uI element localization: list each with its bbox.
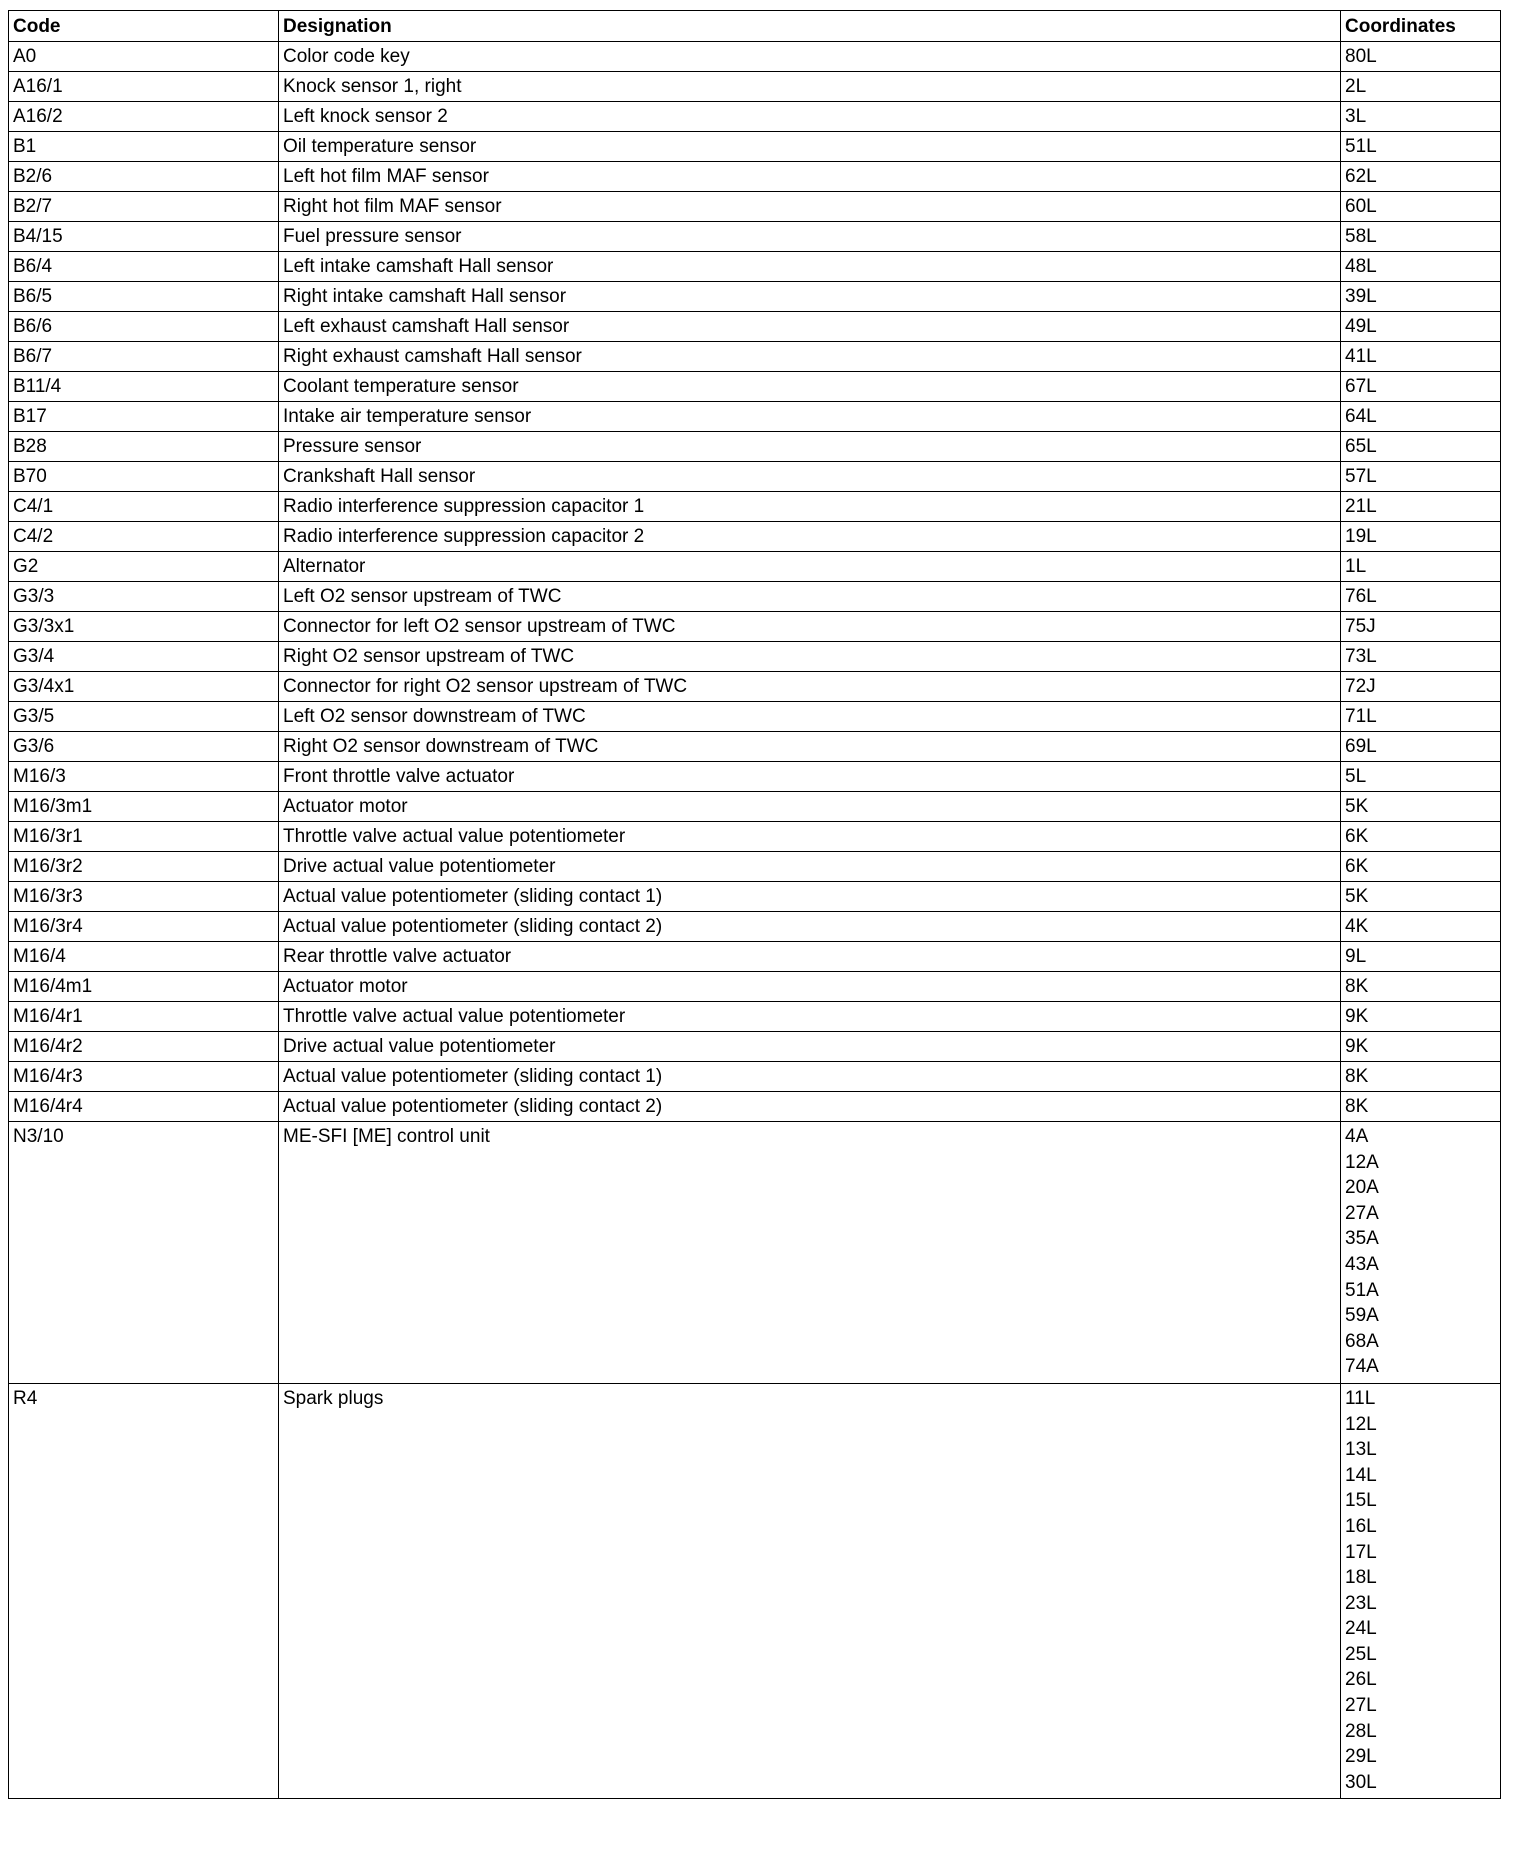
coordinates-cell xyxy=(1341,222,1501,252)
coordinate-value: 4K xyxy=(1345,916,1369,937)
coordinates-cell xyxy=(1341,462,1501,492)
code-cell: G3/4 xyxy=(9,642,279,672)
coordinate-value: 8K xyxy=(1345,976,1369,997)
designation-cell: Color code key xyxy=(279,42,1341,72)
coordinate-value: 1L xyxy=(1345,556,1367,577)
table-row xyxy=(9,402,1501,432)
coordinates-cell xyxy=(1341,972,1501,1002)
designation-cell: Left hot film MAF sensor xyxy=(279,162,1341,192)
table-row xyxy=(9,732,1501,762)
coordinates-cell xyxy=(1341,1092,1501,1122)
code-cell: M16/3r1 xyxy=(9,822,279,852)
table-row xyxy=(9,312,1501,342)
code-cell: M16/3r3 xyxy=(9,882,279,912)
coordinate-value: 75J xyxy=(1345,616,1376,637)
designation-cell: Actual value potentiometer (sliding contact 2) xyxy=(279,1092,1341,1122)
coordinate-value: 9K xyxy=(1345,1006,1369,1027)
coordinate-value: 8K xyxy=(1345,1096,1369,1117)
table-row xyxy=(9,192,1501,222)
table-row xyxy=(9,642,1501,672)
code-cell: B4/15 xyxy=(9,222,279,252)
code-cell: A16/2 xyxy=(9,102,279,132)
designation-cell: Rear throttle valve actuator xyxy=(279,942,1341,972)
designation-cell: Left O2 sensor upstream of TWC xyxy=(279,582,1341,612)
coordinate-value: 14L xyxy=(1345,1464,1377,1486)
coordinate-value: 21L xyxy=(1345,496,1377,517)
coordinate-value: 73L xyxy=(1345,646,1377,667)
table-row xyxy=(9,1122,1501,1384)
coordinate-value: 9K xyxy=(1345,1036,1369,1057)
table-row xyxy=(9,462,1501,492)
code-cell: B11/4 xyxy=(9,372,279,402)
coordinate-value: 48L xyxy=(1345,256,1377,277)
designation-cell: Actual value potentiometer (sliding contact 2) xyxy=(279,912,1341,942)
coordinate-value: 68A xyxy=(1345,1330,1379,1352)
code-cell: A0 xyxy=(9,42,279,72)
designation-cell: ME-SFI [ME] control unit xyxy=(279,1122,1341,1384)
coordinate-value: 30L xyxy=(1345,1771,1377,1793)
coordinates-cell xyxy=(1341,162,1501,192)
coordinate-value: 3L xyxy=(1345,106,1367,127)
coordinate-value: 72J xyxy=(1345,676,1376,697)
coordinate-value: 71L xyxy=(1345,706,1377,727)
table-row xyxy=(9,342,1501,372)
coordinates-cell xyxy=(1341,342,1501,372)
coordinate-value: 18L xyxy=(1345,1567,1377,1589)
code-cell: G3/3 xyxy=(9,582,279,612)
designation-cell: Actual value potentiometer (sliding contact 1) xyxy=(279,882,1341,912)
code-cell: M16/4r3 xyxy=(9,1062,279,1092)
table-row xyxy=(9,42,1501,72)
coordinates-cell xyxy=(1341,582,1501,612)
table-row xyxy=(9,792,1501,822)
code-cell: N3/10 xyxy=(9,1122,279,1384)
coordinates-cell xyxy=(1341,762,1501,792)
designation-cell: Front throttle valve actuator xyxy=(279,762,1341,792)
coordinate-value: 76L xyxy=(1345,586,1377,607)
designation-cell: Throttle valve actual value potentiometer xyxy=(279,1002,1341,1032)
coordinate-value: 17L xyxy=(1345,1541,1377,1563)
coordinate-value: 65L xyxy=(1345,436,1377,457)
coordinates-cell xyxy=(1341,42,1501,72)
designation-cell: Throttle valve actual value potentiometer xyxy=(279,822,1341,852)
table-row xyxy=(9,372,1501,402)
table-row xyxy=(9,252,1501,282)
coordinate-value: 27L xyxy=(1345,1695,1377,1717)
table-row xyxy=(9,762,1501,792)
coordinate-value: 43A xyxy=(1345,1253,1379,1275)
coordinate-value: 6K xyxy=(1345,826,1369,847)
designation-cell: Actuator motor xyxy=(279,792,1341,822)
code-cell: M16/4r1 xyxy=(9,1002,279,1032)
coordinate-value: 57L xyxy=(1345,466,1377,487)
code-cell: M16/4r4 xyxy=(9,1092,279,1122)
coordinate-value: 41L xyxy=(1345,346,1377,367)
component-legend-table xyxy=(8,10,1501,1799)
table-row xyxy=(9,1062,1501,1092)
coordinate-value: 5K xyxy=(1345,886,1369,907)
code-cell: G3/3x1 xyxy=(9,612,279,642)
coordinates-cell xyxy=(1341,942,1501,972)
coordinate-value: 12L xyxy=(1345,1413,1377,1435)
designation-cell: Alternator xyxy=(279,552,1341,582)
table-row xyxy=(9,132,1501,162)
coordinates-cell xyxy=(1341,312,1501,342)
table-row xyxy=(9,912,1501,942)
code-cell: C4/1 xyxy=(9,492,279,522)
coordinate-value: 49L xyxy=(1345,316,1377,337)
coordinate-value: 28L xyxy=(1345,1720,1377,1742)
code-cell: G2 xyxy=(9,552,279,582)
designation-cell: Intake air temperature sensor xyxy=(279,402,1341,432)
coordinate-value: 8K xyxy=(1345,1066,1369,1087)
code-cell: M16/3m1 xyxy=(9,792,279,822)
coordinates-cell xyxy=(1341,822,1501,852)
designation-cell: Drive actual value potentiometer xyxy=(279,852,1341,882)
designation-cell: Radio interference suppression capacitor 2 xyxy=(279,522,1341,552)
table-row xyxy=(9,1092,1501,1122)
coordinate-value: 58L xyxy=(1345,226,1377,247)
coordinate-value: 27A xyxy=(1345,1202,1379,1224)
coordinate-value: 6K xyxy=(1345,856,1369,877)
table-row xyxy=(9,822,1501,852)
code-cell: M16/3r4 xyxy=(9,912,279,942)
code-cell: G3/4x1 xyxy=(9,672,279,702)
coordinates-cell xyxy=(1341,672,1501,702)
designation-cell: Connector for left O2 sensor upstream of TWC xyxy=(279,612,1341,642)
coordinates-cell xyxy=(1341,132,1501,162)
header-coordinates: Coordinates xyxy=(1341,11,1501,42)
table-row xyxy=(9,702,1501,732)
coordinates-cell xyxy=(1341,552,1501,582)
code-cell: G3/6 xyxy=(9,732,279,762)
coordinates-cell xyxy=(1341,732,1501,762)
coordinate-value: 11L xyxy=(1345,1387,1376,1409)
coordinates-cell xyxy=(1341,372,1501,402)
coordinate-value: 64L xyxy=(1345,406,1377,427)
designation-cell: Fuel pressure sensor xyxy=(279,222,1341,252)
code-cell: M16/4r2 xyxy=(9,1032,279,1062)
coordinates-cell xyxy=(1341,282,1501,312)
designation-cell: Left exhaust camshaft Hall sensor xyxy=(279,312,1341,342)
designation-cell: Coolant temperature sensor xyxy=(279,372,1341,402)
code-cell: A16/1 xyxy=(9,72,279,102)
table-row xyxy=(9,852,1501,882)
designation-cell: Connector for right O2 sensor upstream of TWC xyxy=(279,672,1341,702)
table-header xyxy=(9,11,1501,42)
designation-cell: Pressure sensor xyxy=(279,432,1341,462)
designation-cell: Oil temperature sensor xyxy=(279,132,1341,162)
coordinate-value: 5L xyxy=(1345,766,1367,787)
code-cell: M16/3 xyxy=(9,762,279,792)
coordinate-value: 19L xyxy=(1345,526,1377,547)
code-cell: B6/6 xyxy=(9,312,279,342)
coordinates-cell xyxy=(1341,402,1501,432)
code-cell: B28 xyxy=(9,432,279,462)
code-cell: B2/6 xyxy=(9,162,279,192)
table-body xyxy=(9,42,1501,1799)
table-row xyxy=(9,72,1501,102)
coordinate-value: 12A xyxy=(1345,1151,1379,1173)
coordinates-cell xyxy=(1341,912,1501,942)
coordinate-value: 74A xyxy=(1345,1356,1379,1378)
coordinate-value: 67L xyxy=(1345,376,1377,397)
table-row xyxy=(9,282,1501,312)
coordinate-value: 35A xyxy=(1345,1228,1379,1250)
designation-cell: Left knock sensor 2 xyxy=(279,102,1341,132)
coordinate-value: 23L xyxy=(1345,1592,1377,1614)
code-cell: B70 xyxy=(9,462,279,492)
table-row xyxy=(9,222,1501,252)
designation-cell: Right intake camshaft Hall sensor xyxy=(279,282,1341,312)
table-row xyxy=(9,672,1501,702)
coordinates-cell xyxy=(1341,642,1501,672)
coordinate-value: 4A xyxy=(1345,1126,1369,1147)
table-row xyxy=(9,432,1501,462)
code-cell: R4 xyxy=(9,1383,279,1799)
table-row xyxy=(9,882,1501,912)
coordinate-value: 51L xyxy=(1345,136,1377,157)
coordinate-value: 62L xyxy=(1345,166,1377,187)
code-cell: G3/5 xyxy=(9,702,279,732)
code-cell: B6/7 xyxy=(9,342,279,372)
table-row xyxy=(9,1032,1501,1062)
code-cell: B17 xyxy=(9,402,279,432)
table-row xyxy=(9,1383,1501,1799)
table-row xyxy=(9,942,1501,972)
designation-cell: Right hot film MAF sensor xyxy=(279,192,1341,222)
coordinate-value: 5K xyxy=(1345,796,1369,817)
coordinate-value: 39L xyxy=(1345,286,1377,307)
coordinates-cell xyxy=(1341,192,1501,222)
coordinate-value: 59A xyxy=(1345,1305,1379,1327)
code-cell: M16/3r2 xyxy=(9,852,279,882)
table-row xyxy=(9,612,1501,642)
coordinates-cell xyxy=(1341,1032,1501,1062)
designation-cell: Left intake camshaft Hall sensor xyxy=(279,252,1341,282)
header-row xyxy=(9,11,1501,42)
coordinate-value: 20A xyxy=(1345,1177,1379,1199)
designation-cell: Left O2 sensor downstream of TWC xyxy=(279,702,1341,732)
table-row xyxy=(9,552,1501,582)
designation-cell: Spark plugs xyxy=(279,1383,1341,1799)
coordinates-cell xyxy=(1341,1122,1501,1384)
coordinates-cell xyxy=(1341,492,1501,522)
code-cell: M16/4m1 xyxy=(9,972,279,1002)
code-cell: B1 xyxy=(9,132,279,162)
table-row xyxy=(9,972,1501,1002)
coordinate-value: 9L xyxy=(1345,946,1367,967)
coordinates-cell xyxy=(1341,1062,1501,1092)
coordinates-cell xyxy=(1341,612,1501,642)
coordinate-value: 15L xyxy=(1345,1490,1377,1512)
code-cell: M16/4 xyxy=(9,942,279,972)
designation-cell: Drive actual value potentiometer xyxy=(279,1032,1341,1062)
coordinates-cell xyxy=(1341,702,1501,732)
table-row xyxy=(9,102,1501,132)
coordinate-value: 29L xyxy=(1345,1746,1377,1768)
coordinates-cell xyxy=(1341,522,1501,552)
coordinate-value: 13L xyxy=(1345,1439,1377,1461)
coordinate-value: 51A xyxy=(1345,1279,1379,1301)
designation-cell: Radio interference suppression capacitor 1 xyxy=(279,492,1341,522)
code-cell: B2/7 xyxy=(9,192,279,222)
coordinates-cell xyxy=(1341,432,1501,462)
coordinates-cell xyxy=(1341,1002,1501,1032)
coordinates-cell xyxy=(1341,792,1501,822)
coordinates-cell xyxy=(1341,102,1501,132)
designation-cell: Right O2 sensor upstream of TWC xyxy=(279,642,1341,672)
code-cell: C4/2 xyxy=(9,522,279,552)
coordinate-value: 2L xyxy=(1345,76,1367,97)
coordinate-value: 80L xyxy=(1345,46,1377,67)
coordinate-value: 26L xyxy=(1345,1669,1377,1691)
code-cell: B6/5 xyxy=(9,282,279,312)
coordinates-cell xyxy=(1341,1383,1501,1799)
header-code: Code xyxy=(9,11,279,42)
coordinates-cell xyxy=(1341,252,1501,282)
coordinates-cell xyxy=(1341,852,1501,882)
coordinate-value: 69L xyxy=(1345,736,1377,757)
code-cell: B6/4 xyxy=(9,252,279,282)
coordinate-value: 60L xyxy=(1345,196,1377,217)
table-row xyxy=(9,1002,1501,1032)
designation-cell: Crankshaft Hall sensor xyxy=(279,462,1341,492)
header-designation: Designation xyxy=(279,11,1341,42)
table-row xyxy=(9,492,1501,522)
designation-cell: Knock sensor 1, right xyxy=(279,72,1341,102)
designation-cell: Right O2 sensor downstream of TWC xyxy=(279,732,1341,762)
coordinate-value: 24L xyxy=(1345,1618,1377,1640)
designation-cell: Right exhaust camshaft Hall sensor xyxy=(279,342,1341,372)
table-row xyxy=(9,582,1501,612)
table-row xyxy=(9,162,1501,192)
coordinates-cell xyxy=(1341,882,1501,912)
coordinate-value: 25L xyxy=(1345,1643,1377,1665)
designation-cell: Actuator motor xyxy=(279,972,1341,1002)
coordinate-value: 16L xyxy=(1345,1515,1377,1537)
designation-cell: Actual value potentiometer (sliding contact 1) xyxy=(279,1062,1341,1092)
table-row xyxy=(9,522,1501,552)
coordinates-cell xyxy=(1341,72,1501,102)
